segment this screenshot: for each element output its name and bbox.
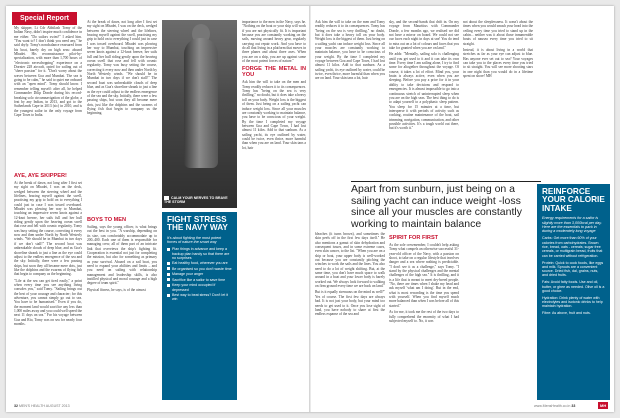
footer-right bbox=[534, 404, 575, 408]
calorie-box-list bbox=[542, 236, 605, 316]
paragraph: Ask him the will to take on the men and Tomy readily reduces it to its consequences. Tomy has "being on the sea is very thrilling," no doubt, but it does take a heavy toll on your body. Weight loss is the biggest of them. Just being on a sailing yacht can induce weight loss. Since all your muscles are constantly working to maintain balance, you have to be conscious of your weight. By the time I completed my voyage between Goa and Cape Town, I had lost almost 11 kilos. Add to that sunburn. As a sailing yacht, its eye outlined by water, could be twice, even thrice, more harmful than when you are on land. Your skin tans a lot, hair bbox=[315, 20, 385, 81]
column-2-lower bbox=[87, 214, 157, 400]
list-item: Plan things in advance and keep a backup plan handy so that there are no surprises bbox=[167, 247, 232, 261]
paragraph: "Life at the sea can get tired easily," a point when every time you see anything living consoles you," said Tomy. "Sailing brings out the best of your courage and character; for this adventure, you cannot simply go out to sea. You have to be humanised." Even if you do, the moment land would sacrifice any less than 1,000 miles away and you could well speed the next 11 days on sea." For his voyage between Goa and Rio, Tomy was on sea for nearly four months. bbox=[14, 278, 82, 326]
bullet-icon bbox=[167, 267, 170, 270]
calorie-intake-box bbox=[537, 184, 610, 400]
bullet-icon bbox=[167, 278, 170, 281]
paragraph: sky, and the second-hands that drift in. On my voyage from Mauritius with Commander Donde, a few months ago, we realised we did not have a mirror on board. We could not see our faces each night in days at sea! You do tend to miss out on a lot of colours and faces that you take for granted when you are on land." bbox=[389, 20, 459, 51]
paragraph: Sailing, says the young officer, is what brings out the best in you. "A warship, depending on its size, can comfortably accommodate up to 200–400. Each one of them is responsible for managing crew, all of them part of an intricate link that overviews the ship's fighting fit. Cooperation is essential not just for completing the mission, but also for something as primary as your survival. Aboard on a sail boat, you need to expand your abilities and limits – and you need on sailing with relationship management and leadership skills, is also instilled physical and moral courage and a high degree of team spirit." bbox=[87, 225, 157, 286]
list-item: Manage your anger bbox=[167, 272, 232, 277]
paragraph: Physical fitness, he says, is of the utmost bbox=[87, 287, 146, 292]
paragraph: At the break of dawn, not long after I first set my sight on Mhadei, I was on the deck, wedged between the steering wheel and the lifelines, bracing myself against the swell, practising my grip to hold on to everything I could just in case I was tossed overboard. Mhadei was plowing her way to Mumbai, touching an impressive seven knots against a 12-knot breeze, her sails full and her hull riding gently upon the heaving ocean swell that rose and fell with cosmic regularity. Tomy was busy setting the course, correcting it every now and then under North by North Westerly winds. "We should be in Mumbai in two days if we don't stall!" The second boat was unbreakable clouds of deep blue, and as Goa's shoreline shrank to just a line as the eye could adjust to the endless emergence of the sea and the sky. Initially, there were a few passing ships, but soon they all became mere dots, just like the dolphins and the swarms of flying fish that begin to company us the beginning. bbox=[14, 181, 82, 277]
column-5 bbox=[389, 20, 459, 180]
bullet-icon bbox=[167, 248, 170, 251]
bullet-icon bbox=[167, 273, 170, 276]
paragraph: bleaches (it turns brown), and sometimes the skin peels off in the first few days itself." He also mentions a gamut of skin dehydration and consequent issues, and in some extreme cases, even skin cancer, to the list. "When you are on a ship or boat, your upper body is well-worked out because you are constantly pitching the winches to work the sails and the lines. You also need to do a lot of weight shifting. But, at the same time, you don't have much space to walk around in a boat and your lower body is barely worked out. We always look forward to walking on firm ground every time we are back on land." bbox=[315, 232, 385, 289]
magazine-spread bbox=[6, 6, 614, 412]
list-item: Hydration: Drink plenty of water with electrolytes and isotonic drinks to help maintain hydration. bbox=[542, 295, 603, 309]
list-item: Best way to beat stress? Don't let it win bbox=[167, 292, 232, 302]
footer-right-text: www.MensHealth.co.in bbox=[534, 404, 571, 408]
paragraph: At the break of dawn, not long after I first set my sight on Mhadei, I was on the deck, wedged between the steering wheel and the lifelines, bracing myself against the swell, practising my grip to hold on to everything I could just in case I was tossed overboard. Mhadei was plowing her way to Mumbai, touching an impressive seven knots against a 12-knot breeze, her sails full and her hull riding gently upon the heaving ocean swell that rose and fell with cosmic regularity. Tomy was busy setting the course, correcting it every now and then under North by North Westerly winds. "We should be in Mumbai in two days if we don't stall!" The second boat was unbreakable clouds of deep blue, and as Goa's shoreline shrank to just a line as the eye could adjust to the endless emergence of the sea and the sky. Initially, there were a few passing ships, but soon they all became mere dots, just like the dolphins and the swarms of flying fish that begin to company us the beginning. bbox=[87, 20, 157, 116]
column-4-lower bbox=[315, 232, 385, 400]
list-item: Fibre: As above, fruit and nuts. bbox=[542, 311, 591, 316]
subhead-aye-aye: AYE, AYE SKIPPER! bbox=[14, 173, 67, 179]
list-item: Be organised so you don't waste time bbox=[167, 266, 232, 271]
list-item: Fats: Avoid fatty foods. Use and oil, butter, or ghee as needed. Olive oil is a good choice. bbox=[542, 280, 605, 293]
paragraph: Ask him the will to take on the men and Tomy readily reduces it to its consequences. Tomy has "being on the sea is very thrilling," no doubt, but it does take a heavy toll on your body. Weight loss is the biggest of them. Just being on a sailing yacht can induce weight loss. Since all your muscles are constantly working to maintain balance, you have to be conscious of your weight. By the time I completed my voyage between Goa and Cape Town, I had lost almost 11 kilos. Add to that sunburn. As a sailing yacht, its eye outlined by water, could be twice, even thrice, more harmful than when you are on land. Your skin tans a lot, hair bbox=[242, 80, 306, 150]
paragraph: As the sole crewmember, I couldn't help asking Tomy what compels an otherwise successful 31-year-old officer of the Navy, with a passion on shoot, to take on a regular lifestyle that involves danger and a sea where nothing is predictable. "I don't see it as a challenge," says Tomy. "I stand by the physical challenges and the mental challenges of the high sea." It is thrilling, and it is a life that is meant to meet dry-breed people. "No, there are times when I shake my head and ask myself 'what am I doing'. But in the end, what is most rewarding is the time you spend with yourself. When you find myself much more balanced than when I was before all of this started." bbox=[389, 243, 459, 308]
subhead-forge: FORGE THE METAL IN YOU bbox=[242, 66, 306, 79]
list-item: Sacrifice like a sailor to save time bbox=[167, 277, 232, 282]
footer-left bbox=[14, 404, 70, 408]
column-5-lower bbox=[389, 232, 459, 400]
column-2 bbox=[87, 20, 157, 200]
photo-caption bbox=[164, 196, 234, 204]
pull-quote: Apart from sunburn, just being on a sailing yacht can induce weight -loss since all your muscles are constantly working to maintain balance bbox=[351, 183, 522, 230]
paragraph: not about the sleeplessness. It wasn't about the times when you would smash your head into the ceiling every time you tried to stand up in the cabin... neither was it about those innumerable bouts of nausea every time you tried to sit straight. bbox=[463, 20, 533, 46]
footer-left-text: MEN'S HEALTH AUGUST 2013 bbox=[19, 404, 70, 408]
caption-text: CALM YOUR NERVES TO BRAVE THE STORM bbox=[164, 196, 228, 205]
list-item: Carbs: Get more than 60% of your calories from carbohydrates. Brown rice, bread, oats - cereals; sugar free cereals, or multigrain bread, fruits that can be carried without refrigeration. bbox=[542, 236, 603, 258]
page-number-left: 32 bbox=[14, 404, 18, 408]
calorie-box-intro: Energy requirements for a sailor is slightly more than 3,000kcal per day. Here are the essentials to pack in during a moderately long voyage bbox=[542, 216, 602, 234]
list-item: Eat healthy food, wherever you are bbox=[167, 261, 232, 266]
paragraph: importance to the men in the Navy, says he. "Nothing on the boat or your ship will work if you are not physically fit. It is important because you are constantly working on the sails, moving around heavy gear, regularly carrying out repair work. And you have to do all that living in a platform that moves in three planes and about three axes. When you are on a ship, you are up against some of the most potent forces of nature." bbox=[242, 20, 306, 64]
sailor-figure-shape bbox=[184, 38, 218, 168]
bullet-icon bbox=[167, 294, 170, 297]
subhead-spirit: SPIRIT FOR FIRST bbox=[389, 235, 439, 241]
section-banner: Special Report bbox=[12, 12, 77, 25]
column-4 bbox=[315, 20, 385, 180]
paragraph: My skipper, Lt Cdr Abhilash Tomy of the Indian Navy, didn't inspire much confidence in me either. "Do sailors swim?" I asked him. "You want to? I don't think you need any," he said dryly. Tomy's nonchalance reassured from his boat, barely dry on high seas: aboard Mhadei. His reconnaissance pilot-by-specialization, with more than 1,700 hours of "electronic eavesdropping" experience on a Dornier 228 aircraft, opted for sailing out of "sheer passion" for it. "Don't worry about the waves between Goa and Mumbai. The sea is going to be calm," he said to quiet me onboard with an "open mind". Tomy should know. I remember telling myself: after all, he helped Commander Dilip Donde during his record-breaking solo circumnavigation of the globe, a feat by any Indian, in 2013, and got to the Sutherlands Cape in 2013 (sic) in 2010, and is the youngest sailor in the only voyage from Cape Town to India. bbox=[14, 26, 82, 117]
list-item: Keep your mind occupied if depressed bbox=[167, 283, 232, 293]
page-gutter bbox=[309, 6, 311, 412]
mh-logo-badge: MH bbox=[600, 403, 607, 408]
column-6 bbox=[463, 20, 533, 180]
bullet-icon bbox=[167, 262, 170, 265]
column-3 bbox=[242, 20, 306, 400]
paragraph: As for me, it took me the rest of the two days to fully comprehend the enormity of what I had subjected myself to. No, it was bbox=[389, 310, 459, 323]
fight-stress-intro: It's about fighting the most potent forces of nature the smart way bbox=[167, 235, 222, 245]
sailor-photo bbox=[162, 20, 237, 208]
fight-stress-list bbox=[167, 247, 232, 303]
pull-quote-top-rule bbox=[351, 181, 541, 182]
fight-stress-title: FIGHT STRESS THE NAVY WAY bbox=[167, 215, 228, 233]
paragraph: But is it equally strenuous on the mind as well?" Yes of course. The first few days are always bad. It is not just your body, but your mind too needs to get used to it. Once you lose sight of land, you have nobody to share at first the endless expanse of the sea and bbox=[315, 290, 385, 317]
subhead-boys-to-men: BOYS TO MEN bbox=[87, 217, 127, 223]
page-number-right: 33 bbox=[571, 404, 576, 408]
fight-stress-box bbox=[162, 212, 237, 400]
paragraph: He adds: "Mentally, sailing solo is challenging until you get used to it and it can take its own time. Every time I am sailing alone, I try to find some for altogether throughout the voyage. Of course, it takes a lot of effort. Mind you, your brain is always active, even when you are sleeping. Before you pay a price for it in your ability to take decisions and respond to emergencies. It is almost impossible to go into a continuous stretch of uninterrupted sleep when you are on the high seas. The best thing to do is to adapt yourself to a polyphasic sleep pattern. You sleep for 15 minutes at a time, but intersperse it with periods of activity such as cooking, routine maintenance of the boat, sail trimming, navigation, communication, and other possible activities. It's a tough world out there, but it's worth it." bbox=[389, 52, 459, 131]
column-1-lower bbox=[14, 170, 82, 400]
calorie-box-title: REINFORCE YOUR CALORIE INTAKE bbox=[542, 187, 605, 213]
bullet-icon bbox=[167, 284, 170, 287]
paragraph: Instead, it is about living in a world that stretches as far as your eye can adjust to blue. Has anyone ever set out to sea? Your voyages can take you to the places every time you tried to sit straight. You will see more shooting stars in one night than you would do in a lifetime spent on shore! MH bbox=[463, 48, 533, 79]
list-item: Protein: Quick to cook foods, like eggs and milk. Sprouts are a convenient source. Dried fish, dal, grains, nuts, and dried fruits. bbox=[542, 260, 604, 278]
